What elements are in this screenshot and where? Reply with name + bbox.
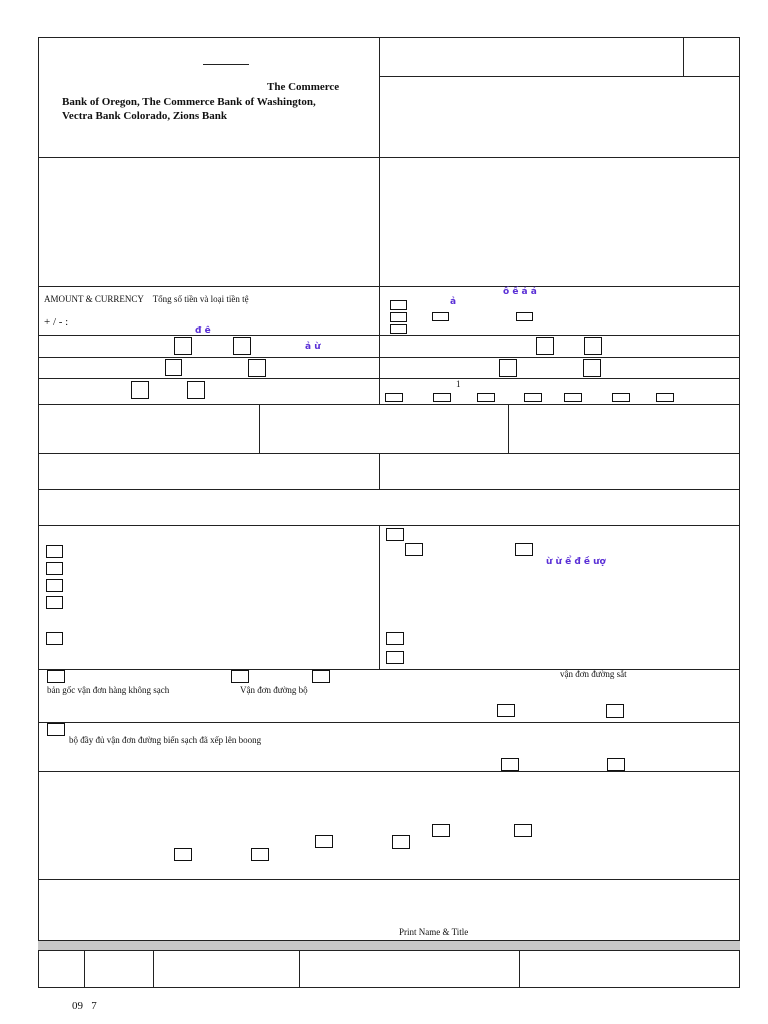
checkbox[interactable] [612,393,630,402]
checkbox[interactable] [233,337,251,355]
row-line [38,669,740,670]
row-line [38,404,740,405]
checkbox[interactable] [390,312,407,322]
checkbox[interactable] [536,337,554,355]
checkbox[interactable] [187,381,205,399]
checkbox[interactable] [385,393,403,402]
checkbox[interactable] [564,393,582,402]
checkbox[interactable] [433,393,451,402]
checkbox[interactable] [607,758,625,771]
tolerance-label: + / - : [44,316,69,328]
bottom-cell-divider [153,951,154,988]
viet-fragment-1: đ ê [195,326,211,336]
viet-fragment-4: ả ừ [305,342,321,352]
gray-band [38,940,740,951]
checkbox[interactable] [497,704,515,717]
row-line [38,879,740,880]
checkbox[interactable] [231,670,249,683]
bank-name-line3: Vectra Bank Colorado, Zions Bank [62,110,227,122]
amount-currency-label [44,294,249,304]
row-line [38,453,740,454]
bottom-cell-divider [519,951,520,988]
checkbox[interactable] [524,393,542,402]
viet-fragment-3: ố ế á á [503,287,537,297]
checkbox[interactable] [174,848,192,861]
checkbox[interactable] [251,848,269,861]
checkbox[interactable] [312,670,330,683]
checkbox[interactable] [477,393,495,402]
checkbox[interactable] [46,579,63,592]
ocean-bl-label: bộ đầy đủ vận đơn đường biển sạch đã xếp lên boong [69,735,262,745]
checkbox[interactable] [46,596,63,609]
cell-divider [508,404,509,453]
checkbox[interactable] [46,632,63,645]
row-line [38,489,740,490]
row-line [38,378,740,379]
docs-divider [379,525,380,669]
checkbox[interactable] [501,758,519,771]
checkbox[interactable] [47,670,65,683]
checkbox[interactable] [386,651,404,664]
checkbox[interactable] [386,528,404,541]
checkbox[interactable] [165,359,182,376]
checkbox[interactable] [515,543,533,556]
checkbox[interactable] [390,300,407,310]
bank-name-line2: Bank of Oregon, The Commerce Bank of Washington, [62,96,316,108]
beneficiary-field[interactable] [381,159,738,285]
checkbox[interactable] [174,337,192,355]
cell-divider [379,453,380,489]
road-waybill-label: Vận đơn đường bộ [240,685,308,695]
checkbox[interactable] [514,824,532,837]
print-name-label: Print Name & Title [399,927,469,937]
amount-label-vi: Tổng số tiền và loại tiền tệ [152,294,249,304]
checkbox[interactable] [499,359,517,377]
header-right-small-cell [683,37,684,76]
applicant-field[interactable] [40,159,377,285]
checkbox[interactable] [606,704,624,718]
bottom-cell-divider [299,951,300,988]
bank-name-line1: The Commerce [267,81,340,93]
mid-divider [379,335,380,405]
checkbox[interactable] [47,723,65,736]
air-waybill-label: bản gốc vận đơn hàng không sạch [47,685,170,695]
checkbox[interactable] [432,824,450,837]
row-line [38,335,740,336]
viet-fragment-5: ừ ừ ể đ ề ượ [546,557,606,567]
checkbox[interactable] [405,543,423,556]
bottom-cell-divider [84,951,85,988]
checkbox[interactable] [390,324,407,334]
amount-top-line [38,286,740,287]
checkbox[interactable] [583,359,601,377]
form-code: 09 7 [72,1000,97,1012]
checkbox[interactable] [315,835,333,848]
rail-waybill-label: vận đơn đường sắt [560,669,627,679]
row-line [38,525,740,526]
header-divider [379,37,380,337]
row-line [38,722,740,723]
checkbox[interactable] [46,562,63,575]
checkbox[interactable] [516,312,533,321]
checkbox[interactable] [248,359,266,377]
header-bottom-line [38,157,740,158]
checkbox[interactable] [584,337,602,355]
checkbox[interactable] [386,632,404,645]
amount-label-en: AMOUNT & CURRENCY [44,294,144,304]
footnote-mark: 1 [456,379,461,389]
row-line [38,771,740,772]
checkbox[interactable] [392,835,410,849]
logo-underline [203,64,249,65]
checkbox[interactable] [656,393,674,402]
checkbox[interactable] [46,545,63,558]
checkbox[interactable] [131,381,149,399]
cell-divider [259,404,260,453]
header-right-top-line [379,76,740,77]
viet-fragment-2: ả [450,297,457,307]
checkbox[interactable] [432,312,449,321]
row-line [38,357,740,358]
